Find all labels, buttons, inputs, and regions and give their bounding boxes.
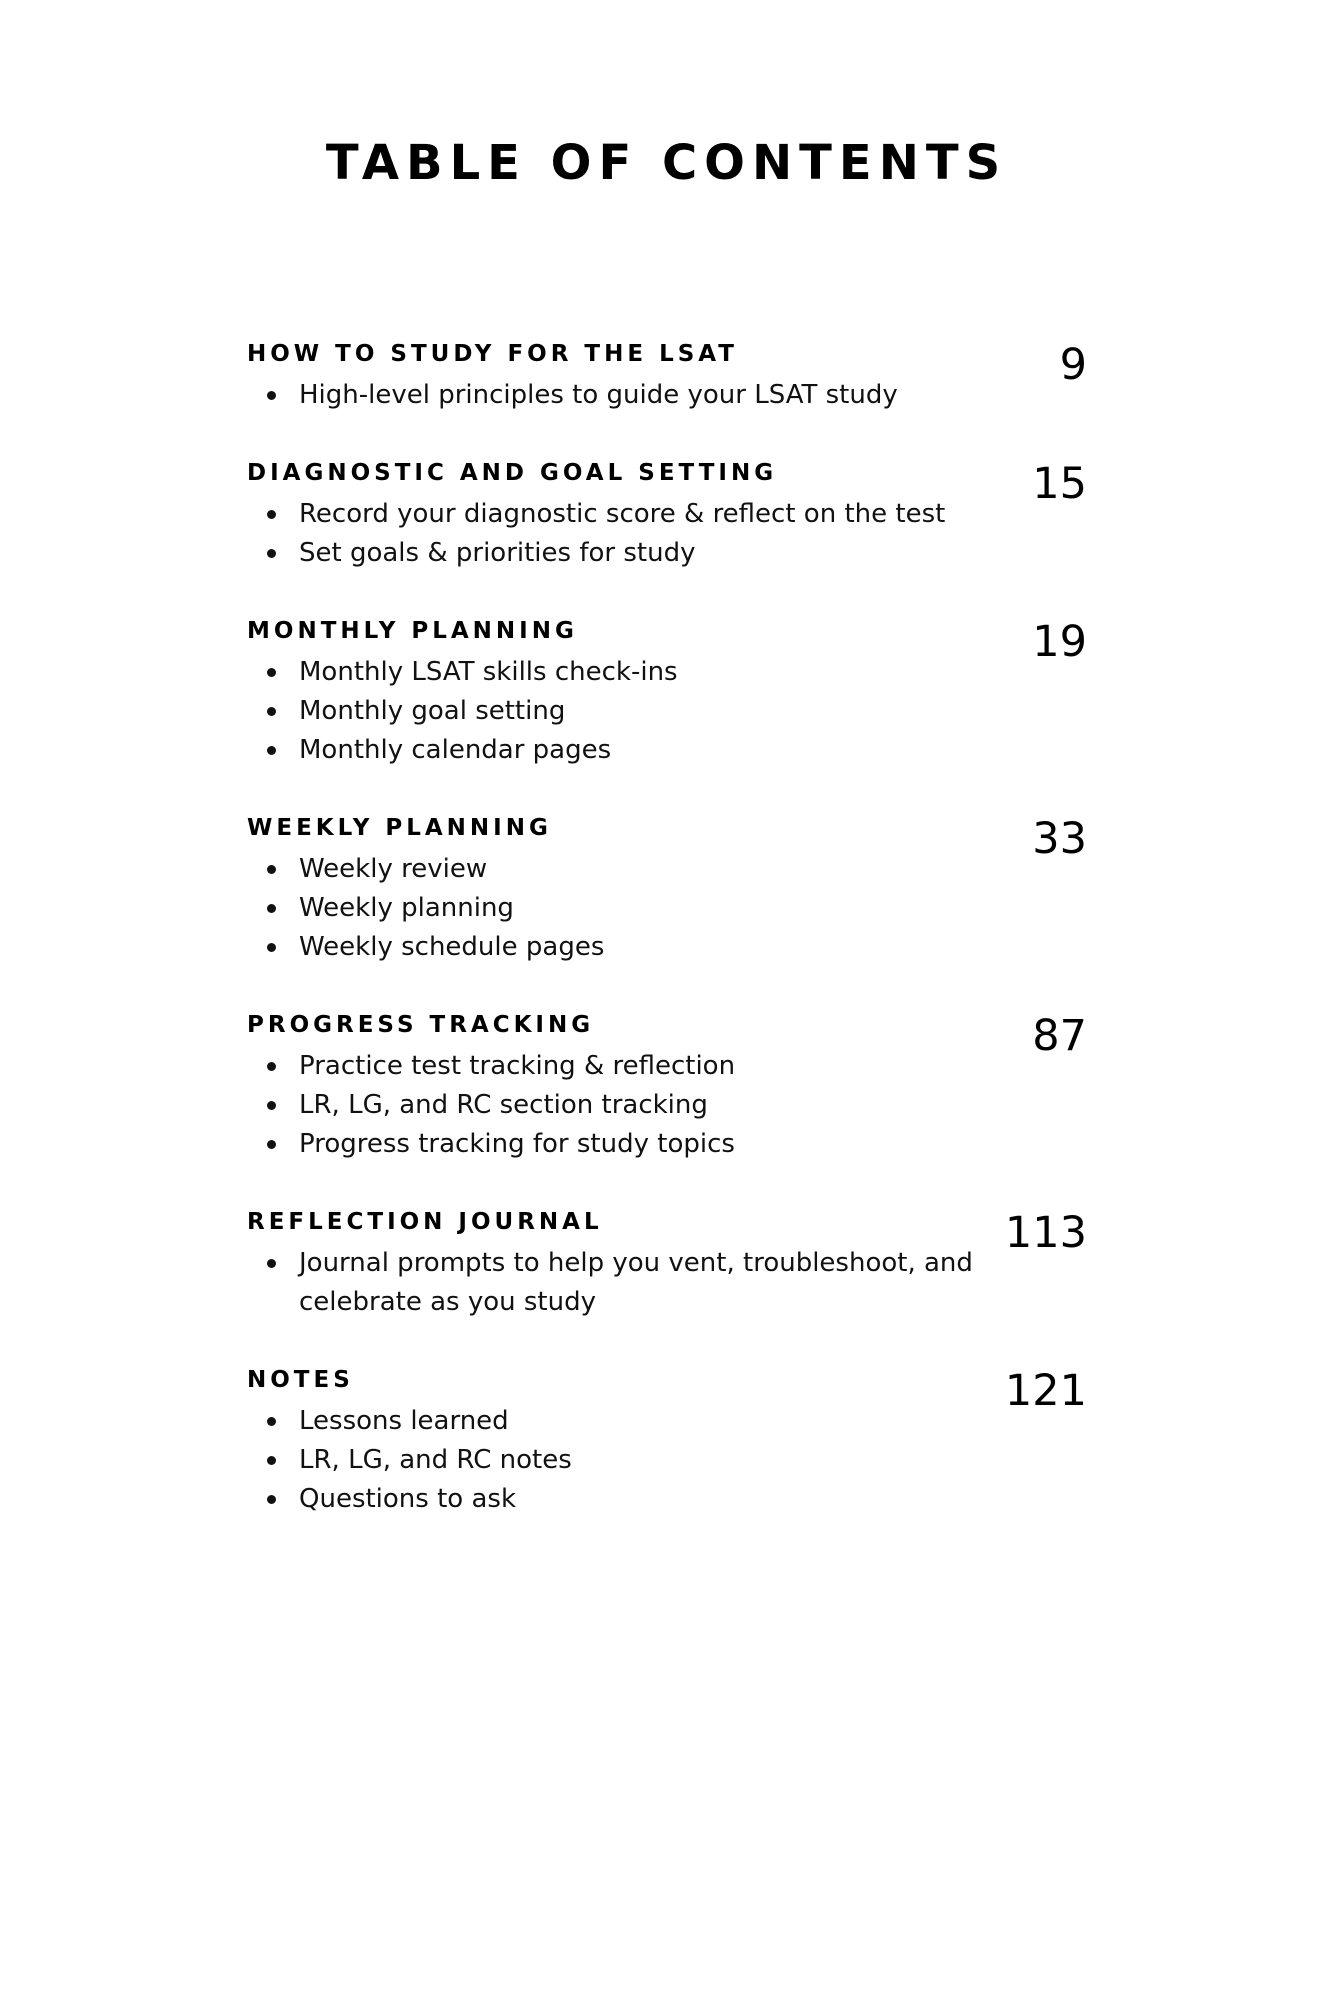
list-item-text: Weekly schedule pages bbox=[299, 932, 605, 962]
list-item-text: Progress tracking for study topics bbox=[299, 1129, 735, 1159]
list-item-text: Monthly LSAT skills check-ins bbox=[299, 657, 678, 687]
bullet-icon bbox=[267, 1101, 276, 1110]
page-number: 121 bbox=[1004, 1366, 1087, 1416]
section-heading: REFLECTION JOURNAL bbox=[247, 1209, 603, 1235]
bullet-icon bbox=[267, 1062, 276, 1071]
section-heading: HOW TO STUDY FOR THE LSAT bbox=[247, 341, 738, 367]
bullet-icon bbox=[267, 1417, 276, 1426]
list-item-text: Weekly review bbox=[299, 854, 488, 884]
list-item-text: Journal prompts to help you vent, troubleshoot, and celebrate as you study bbox=[299, 1248, 973, 1317]
list-item bbox=[247, 928, 987, 967]
list-item bbox=[247, 534, 987, 573]
bullet-icon bbox=[267, 746, 276, 755]
bullet-icon bbox=[267, 549, 276, 558]
list-item-text: LR, LG, and RC notes bbox=[299, 1445, 572, 1475]
bullet-icon bbox=[267, 904, 276, 913]
bullet-list bbox=[247, 376, 987, 415]
bullet-icon bbox=[267, 668, 276, 677]
toc-section-notes bbox=[247, 1364, 1087, 1519]
page-number: 15 bbox=[1032, 459, 1087, 509]
section-heading: DIAGNOSTIC AND GOAL SETTING bbox=[247, 460, 778, 486]
list-item-text: High-level principles to guide your LSAT study bbox=[299, 380, 898, 410]
bullet-icon bbox=[267, 1259, 276, 1268]
list-item bbox=[247, 1402, 987, 1441]
toc-section-reflection-journal bbox=[247, 1206, 1087, 1322]
list-item-text: Lessons learned bbox=[299, 1406, 509, 1436]
list-item bbox=[247, 1441, 987, 1480]
bullet-icon bbox=[267, 1456, 276, 1465]
list-item-text: Monthly goal setting bbox=[299, 696, 566, 726]
section-heading: PROGRESS TRACKING bbox=[247, 1012, 595, 1038]
toc-section-how-to-study bbox=[247, 338, 1087, 415]
bullet-list bbox=[247, 850, 987, 967]
bullet-icon bbox=[267, 1140, 276, 1149]
list-item bbox=[247, 731, 987, 770]
bullet-icon bbox=[267, 1495, 276, 1504]
toc-section-progress-tracking bbox=[247, 1009, 1087, 1164]
list-item bbox=[247, 376, 987, 415]
list-item bbox=[247, 889, 987, 928]
bullet-list bbox=[247, 495, 987, 573]
bullet-icon bbox=[267, 391, 276, 400]
list-item-text: Monthly calendar pages bbox=[299, 735, 612, 765]
list-item bbox=[247, 850, 987, 889]
page-number: 113 bbox=[1004, 1208, 1087, 1258]
section-heading: WEEKLY PLANNING bbox=[247, 815, 552, 841]
list-item bbox=[247, 1047, 987, 1086]
list-item bbox=[247, 1244, 987, 1322]
page-number: 33 bbox=[1032, 814, 1087, 864]
toc-section-diagnostic bbox=[247, 457, 1087, 573]
list-item-text: Record your diagnostic score & reflect on the test bbox=[299, 499, 946, 529]
list-item bbox=[247, 653, 987, 692]
list-item bbox=[247, 1125, 987, 1164]
bullet-list bbox=[247, 1244, 987, 1322]
page-title: TABLE OF CONTENTS bbox=[325, 135, 1008, 191]
list-item bbox=[247, 1086, 987, 1125]
bullet-icon bbox=[267, 943, 276, 952]
list-item bbox=[247, 1480, 987, 1519]
list-item-text: Practice test tracking & reflection bbox=[299, 1051, 736, 1081]
list-item-text: Questions to ask bbox=[299, 1484, 517, 1514]
toc-section-monthly-planning bbox=[247, 615, 1087, 770]
list-item-text: LR, LG, and RC section tracking bbox=[299, 1090, 708, 1120]
bullet-icon bbox=[267, 865, 276, 874]
list-item-text: Weekly planning bbox=[299, 893, 514, 923]
table-of-contents bbox=[247, 338, 1087, 1561]
list-item bbox=[247, 495, 987, 534]
list-item bbox=[247, 692, 987, 731]
bullet-icon bbox=[267, 707, 276, 716]
page-number: 87 bbox=[1032, 1011, 1087, 1061]
bullet-list bbox=[247, 653, 987, 770]
page-number: 19 bbox=[1032, 617, 1087, 667]
section-heading: NOTES bbox=[247, 1367, 354, 1393]
list-item-text: Set goals & priorities for study bbox=[299, 538, 696, 568]
bullet-list bbox=[247, 1402, 987, 1519]
bullet-list bbox=[247, 1047, 987, 1164]
toc-section-weekly-planning bbox=[247, 812, 1087, 967]
bullet-icon bbox=[267, 510, 276, 519]
page-number: 9 bbox=[1059, 340, 1087, 390]
section-heading: MONTHLY PLANNING bbox=[247, 618, 578, 644]
